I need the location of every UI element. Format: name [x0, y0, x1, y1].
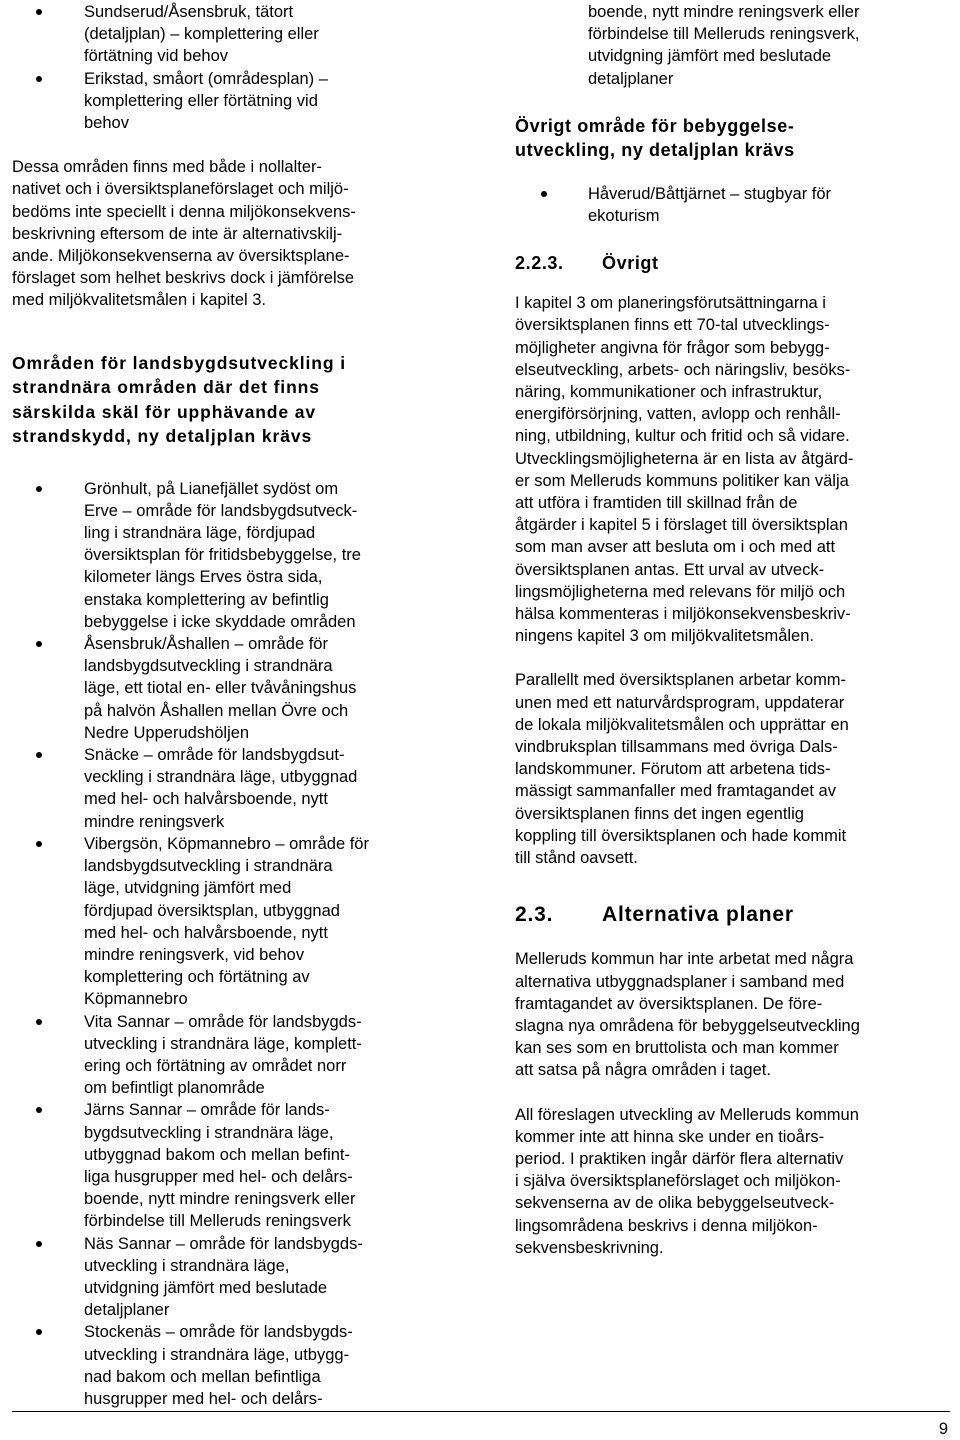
paragraph-line: bedöms inte speciellt i denna miljökonsekvens-	[12, 202, 356, 221]
paragraph-line: slagna nya områdena för bebyggelseutveckling	[515, 1016, 860, 1035]
paragraph-line: översiktsplanen finns ett 70-tal utvecklings-	[515, 316, 830, 335]
paragraph-line: näring, kommunikationer och infrastruktur,	[515, 383, 823, 402]
list-item-line: mindre reningsverk, vid behov	[84, 945, 305, 964]
paragraph-line: utvidgning jämfört med beslutade	[588, 47, 832, 66]
list-item-line: Håverud/Båttjärnet – stugbyar för	[588, 184, 832, 203]
paragraph-line: sekvenserna av de olika bebyggelseutveck-	[515, 1194, 835, 1213]
list-item-line: Stockenäs – område för landsbygds-	[84, 1323, 353, 1342]
paragraph-line: översiktsplanen finns det ingen egentlig	[515, 804, 804, 823]
paragraph-line: beskrivning eftersom de inte är alternativskilj-	[12, 224, 343, 243]
list-item-line: liga husgrupper med hel- och delårs-	[84, 1167, 353, 1186]
list-item-line: med hel- och halvårsboende, nytt	[84, 923, 328, 942]
section-title: Övrigt	[602, 253, 659, 274]
ovrigt-bullet-list	[515, 183, 950, 227]
list-item-line: behov	[84, 114, 129, 133]
list-item-line: utveckling i strandnära läge, komplett-	[84, 1034, 362, 1053]
section-title: Alternativa planer	[602, 903, 794, 927]
paragraph-all-utveckling	[515, 1104, 950, 1259]
list-item	[12, 478, 482, 633]
paragraph-line: boende, nytt mindre reningsverk eller	[588, 3, 860, 21]
list-item-line: komplettering och förtätning av	[84, 968, 310, 987]
list-item-line: Sundserud/Åsensbruk, tätort	[84, 3, 294, 21]
list-item-line: om befintligt planområde	[84, 1079, 265, 1098]
list-item-line: utvidgning jämfört med beslutade	[84, 1278, 328, 1297]
list-item-line: (detaljplan) – komplettering eller	[84, 25, 319, 44]
paragraph-line: möjligheter angivna för frågor som bebygg-	[515, 338, 830, 357]
list-item-line: komplettering eller förtätning vid	[84, 91, 318, 110]
paragraph-line: med miljökvalitetsmålen i kapitel 3.	[12, 291, 267, 310]
section-number: 2.2.3.	[515, 253, 564, 274]
list-item-line: Erikstad, småort (områdesplan) –	[84, 69, 328, 88]
list-item-line: ering och förtätning av området norr	[84, 1056, 347, 1075]
list-item-line: ling i strandnära läge, fördjupad	[84, 524, 316, 543]
list-item-line: Köpmannebro	[84, 990, 188, 1009]
paragraph-line: Dessa områden finns med både i nollalter-	[12, 158, 322, 177]
paragraph-line: de lokala miljökvalitetsmålen och upprättar en	[515, 715, 849, 734]
paragraph-line: All föreslagen utveckling av Melleruds kommun	[515, 1105, 859, 1124]
list-item-line: utbyggnad bakom och mellan befint-	[84, 1145, 350, 1164]
left-column	[12, 0, 482, 1410]
paragraph-line: er som Melleruds kommuns politiker kan välja	[515, 471, 849, 490]
paragraph-line: Utvecklingsmöjligheterna är en lista av åtgärd-	[515, 449, 854, 468]
paragraph-line: att satsa på några områden i taget.	[515, 1061, 771, 1080]
paragraph-line: till stånd oavsett.	[515, 849, 638, 868]
paragraph-line: lingsområdena beskrivs i denna miljökon-	[515, 1216, 818, 1235]
paragraph-line: framtagandet av översiktsplanen. De före-	[515, 994, 823, 1013]
list-item-line: ekoturism	[588, 207, 660, 226]
list-item-line: boende, nytt mindre reningsverk eller	[84, 1190, 356, 1209]
paragraph-line: som man avser att besluta om i och med att	[515, 538, 836, 557]
paragraph-line: åtgärder i kapitel 5 i förslaget till översiktsplan	[515, 516, 848, 535]
list-item	[12, 833, 482, 1011]
list-item-line: Snäcke – område för landsbygdsut-	[84, 746, 345, 765]
list-item-line: Grönhult, på Lianefjället sydöst om	[84, 479, 339, 498]
list-item	[12, 1011, 482, 1100]
list-item-line: bebyggelse i icke skyddade områden	[84, 612, 356, 631]
paragraph-line: lingsmöjligheterna med relevans för miljö och	[515, 582, 846, 601]
list-item-line: utveckling i strandnära läge, utbygg-	[84, 1345, 350, 1364]
paragraph-line: landskommuner. Förutom att arbetena tids-	[515, 760, 831, 779]
list-item-line: landsbygdsutveckling i strandnära	[84, 857, 333, 876]
list-item-line: läge, ett tiotal en- eller tvåvåningshus	[84, 679, 357, 698]
paragraph-line: kommer inte att hinna ske under en tioårs-	[515, 1127, 825, 1146]
paragraph-line: period. I praktiken ingår därför flera alternativ	[515, 1149, 844, 1168]
list-item	[12, 1233, 482, 1322]
list-item-line: Vibergsön, Köpmannebro – område för	[84, 834, 369, 853]
page-number: 9	[938, 1420, 948, 1438]
strandnara-bullet-list	[12, 478, 482, 1411]
heading-line: strandskydd, ny detaljplan krävs	[12, 426, 313, 447]
list-item-line: med hel- och halvårsboende, nytt	[84, 790, 328, 809]
paragraph-line: vindbruksplan tillsammans med övriga Dals-	[515, 738, 838, 757]
paragraph-utvecklingsmojligheter	[515, 292, 950, 647]
list-item-line: enstaka komplettering av befintlig	[84, 590, 329, 609]
paragraph-line: Parallellt med översiktsplanen arbetar komm-	[515, 671, 847, 690]
paragraph-line: mässigt sammanfaller med framtagandet av	[515, 782, 836, 801]
heading-strandnara-omraden	[12, 351, 482, 449]
list-item-line: utveckling i strandnära läge,	[84, 1256, 290, 1275]
list-item-line: mindre reningsverk	[84, 812, 225, 831]
list-item-line: landsbygdsutveckling i strandnära	[84, 657, 333, 676]
paragraph-line: ning, utbildning, kultur och fritid och så vidare.	[515, 427, 850, 446]
paragraph-line: energiförsörjning, vatten, avlopp och renhåll-	[515, 405, 841, 424]
list-item-line: detaljplaner	[84, 1301, 170, 1320]
list-item-line: veckling i strandnära läge, utbyggnad	[84, 768, 358, 787]
list-item-line: Vita Sannar – område för landsbygds-	[84, 1012, 362, 1031]
paragraph-line: sekvensbeskrivning.	[515, 1238, 664, 1257]
heading-line: Övrigt område för bebyggelse-	[515, 115, 795, 136]
paragraph-alternativa-planer	[515, 948, 950, 1081]
list-item	[12, 633, 482, 744]
list-item-line: på halvön Åshallen mellan Övre och	[84, 701, 349, 720]
paragraph-line: hälsa kommenteras i miljökonsekvensbeskriv-	[515, 605, 851, 624]
list-item-line: läge, utvidgning jämfört med	[84, 879, 292, 898]
list-item-line: Näs Sannar – område för landsbygds-	[84, 1234, 363, 1253]
footer-rule	[12, 1411, 950, 1412]
top-bullet-list	[12, 1, 482, 134]
paragraph-line: detaljplaner	[588, 69, 674, 88]
list-item-line: översiktsplan för fritidsbebyggelse, tre	[84, 546, 361, 565]
list-item	[12, 68, 482, 135]
heading-line: särskilda skäl för upphävande av	[12, 401, 317, 422]
paragraph-line: elseutveckling, arbets- och näringsliv, besöks-	[515, 360, 851, 379]
section-number: 2.3.	[515, 903, 554, 927]
paragraph-line: förslaget som helhet beskrivs dock i jämförelse	[12, 269, 355, 288]
section-2-2-3-heading	[515, 251, 950, 275]
list-item	[12, 744, 482, 833]
right-column	[515, 0, 950, 1259]
list-item-line: Nedre Upperudshöljen	[84, 723, 250, 742]
list-item-line: kilometer längs Erves östra sida,	[84, 568, 323, 587]
paragraph-line: ande. Miljökonsekvenserna av översiktsplane-	[12, 247, 350, 266]
paragraph-line: nativet och i översiktsplaneförslaget och miljö-	[12, 180, 349, 199]
list-item-line: Erve – område för landsbygdsutveck-	[84, 501, 358, 520]
list-item-line: Järns Sannar – område för lands-	[84, 1101, 330, 1120]
list-item-line: förbindelse till Melleruds reningsverk	[84, 1212, 351, 1231]
paragraph-line: I kapitel 3 om planeringsförutsättningarna i	[515, 294, 826, 313]
list-item-line: bygdsutveckling i strandnära läge,	[84, 1123, 334, 1142]
section-2-3-heading	[515, 902, 950, 928]
list-item	[515, 183, 950, 227]
list-item-line: nad bakom och mellan befintliga	[84, 1367, 321, 1386]
list-item-line: husgrupper med hel- och delårs-	[84, 1389, 323, 1408]
list-item-line: fördjupad översiktsplan, utbyggnad	[84, 901, 340, 920]
paragraph-line: Melleruds kommun har inte arbetat med några	[515, 950, 854, 969]
heading-line: strandnära områden där det finns	[12, 377, 320, 398]
paragraph-line: i själva översiktsplaneförslaget och miljökon-	[515, 1172, 841, 1191]
paragraph-line: att utföra i framtiden till skillnad från de	[515, 494, 798, 513]
heading-line: utveckling, ny detaljplan krävs	[515, 139, 795, 160]
list-item	[12, 1321, 482, 1410]
paragraph-line: översiktsplanen antas. Ett urval av utveck-	[515, 560, 825, 579]
paragraph-line: unen med ett naturvårdsprogram, uppdaterar	[515, 693, 845, 712]
heading-line: Områden för landsbygdsutveckling i	[12, 352, 346, 373]
paragraph-line: förbindelse till Melleruds reningsverk,	[588, 25, 860, 44]
heading-ovrigt-omrade	[515, 114, 950, 162]
list-item	[12, 1, 482, 68]
paragraph-line: kan ses som en bruttolista och man kommer	[515, 1039, 839, 1058]
paragraph-line: koppling till översiktsplanen och hade kommit	[515, 826, 847, 845]
paragraph-parallellt	[515, 669, 950, 869]
bullet-continuation	[515, 1, 950, 90]
list-item-line: förtätning vid behov	[84, 47, 229, 66]
paragraph-line: ningens kapitel 3 om miljökvalitetsmålen.	[515, 627, 814, 646]
intro-paragraph	[12, 156, 482, 311]
list-item-line: Åsensbruk/Åshallen – område för	[84, 635, 328, 654]
list-item	[12, 1099, 482, 1232]
paragraph-line: alternativa utbyggnadsplaner i samband med	[515, 972, 845, 991]
